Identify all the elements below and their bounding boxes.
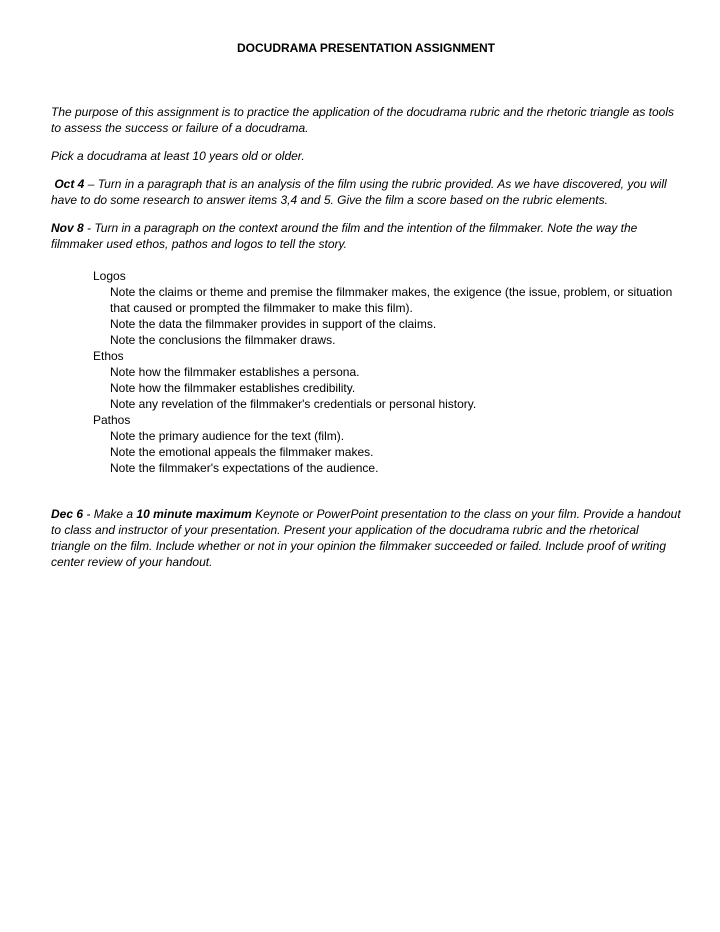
oct4-text: – Turn in a paragraph that is an analysis of the film using the rubric provided. As we have discovered, you will have to do some research to answer items 3,4 and 5. Give the film a score based on the rubric elements. [51,177,667,207]
oct4-date: Oct 4 [54,177,85,191]
pathos-group [51,412,681,476]
dec6-text: Keynote or PowerPoint presentation to the class on your film. Provide a handout to class and instructor of your presentation. Present your application of the docudrama rubric and the rhetorical triangle on the film. Include whether or not in your opinion the filmmaker succeeded or failed. Include proof of writing center review of your handout. [51,507,681,569]
list-item: Note the claims or theme and premise the filmmaker makes, the exigence (the issue, problem, or situation that caused or prompted the filmmaker to make this film). [110,285,673,315]
document-page [51,40,681,582]
list-item: Note the primary audience for the text (film). [110,429,345,443]
nov8-date: Nov 8 [51,221,84,235]
dec6-date: Dec 6 [51,507,84,521]
appeals-list [51,268,681,476]
list-item: Note the filmmaker's expectations of the audience. [110,461,379,475]
oct4-paragraph [51,176,681,208]
pathos-heading: Pathos [93,413,131,427]
list-item: Note the emotional appeals the filmmaker makes. [110,445,374,459]
logos-heading: Logos [93,269,126,283]
purpose-paragraph: The purpose of this assignment is to practice the application of the docudrama rubric and the rhetoric triangle as tools to assess the success or failure of a docudrama. [51,105,675,135]
list-item: Note the conclusions the filmmaker draws. [110,333,336,347]
ethos-group [51,348,681,412]
dec6-paragraph [51,506,681,570]
ethos-heading: Ethos [93,349,124,363]
nov8-paragraph [51,220,681,252]
document-title: DOCUDRAMA PRESENTATION ASSIGNMENT [237,41,495,55]
dec6-pre: - Make a [83,507,137,521]
list-item: Note any revelation of the filmmaker's credentials or personal history. [110,397,477,411]
list-item: Note the data the filmmaker provides in support of the claims. [110,317,437,331]
nov8-text: - Turn in a paragraph on the context around the film and the intention of the filmmaker. Note the way the filmmaker used ethos, pathos and logos to tell the story. [51,221,638,251]
pick-paragraph: Pick a docudrama at least 10 years old or older. [51,149,305,163]
list-item: Note how the filmmaker establishes credibility. [110,381,356,395]
list-item: Note how the filmmaker establishes a persona. [110,365,360,379]
dec6-emphasis: 10 minute maximum [136,507,252,521]
logos-group [51,268,681,348]
